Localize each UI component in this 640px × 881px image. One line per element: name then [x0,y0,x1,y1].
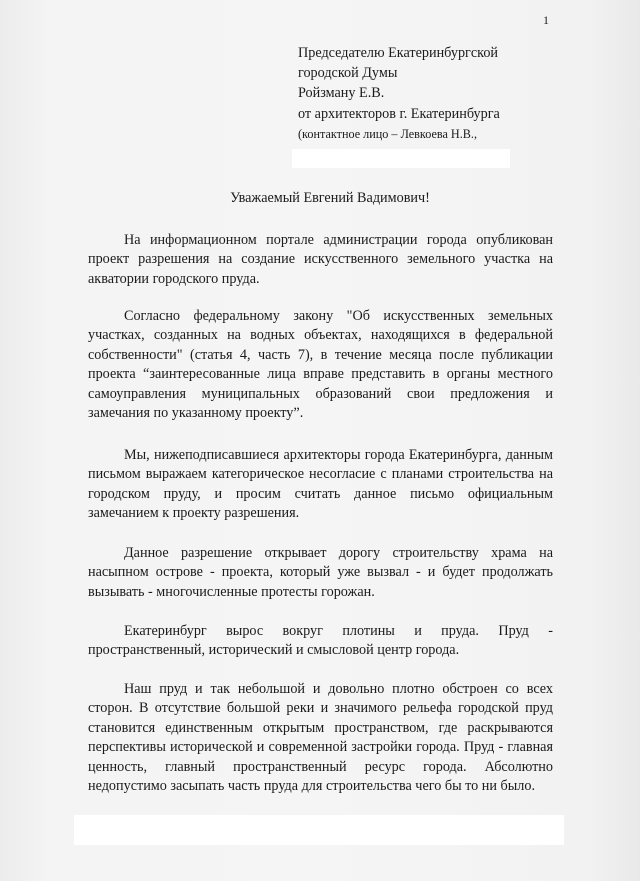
redaction-box [292,149,510,168]
contact-line: (контактное лицо – Левкоева Н.В., [298,126,477,141]
letter-paragraph: Данное разрешение открывает дорогу строительству храма на насыпном острове - проекта, который уже вызвал - и будет продолжать вызывать - многочисленные протесты горожан. [88,545,553,600]
addressee-block [298,43,500,144]
letter-paragraph: Мы, нижеподписавшиеся архитекторы города Екатеринбурга, данным письмом выражаем категорическое несогласие с планами строительства на городском пруду, и просим считать данное письмо официальным замечанием к проекту разрешения. [88,447,553,522]
letter-paragraph: Наш пруд и так небольшой и довольно плотно обстроен со всех сторон. В отсутствие большой реки и значимого рельефа городской пруд становится единственным открытым пространством, где раскрываются перспективы исторической и современной застройки города. Пруд - главная ценность, главный пространственный ресурс города. Абсолютно недопустимо засыпать часть пруда для строительства чего бы то ни было. [88,681,553,795]
page-number: 1 [543,13,549,27]
letter-paragraph: Согласно федеральному закону "Об искусственных земельных участках, созданных на водных объектах, находящихся в федеральной собственности" (статья 4, часть 7), в течение месяца после публикации проекта “заинтересованные лица вправе представить в органы местного самоуправления муниципальных образований свои предложения и замечания по указанному проекту”. [88,308,553,422]
addressee-line: Председателю Екатеринбургской [298,45,499,61]
sender-line: от архитекторов г. Екатеринбурга [298,105,500,122]
redaction-box [74,815,564,845]
letter-paragraph: На информационном портале администрации города опубликован проект разрешения на создание искусственного земельного участка на акватории городского пруда. [88,232,553,287]
salutation: Уважаемый Евгений Вадимович! [230,190,430,206]
addressee-line: городской Думы [298,65,398,82]
letter-paragraph: Екатеринбург вырос вокруг плотины и пруда. Пруд - пространственный, исторический и смысловой центр города. [88,623,553,659]
addressee-line: Ройзману Е.В. [298,85,385,102]
